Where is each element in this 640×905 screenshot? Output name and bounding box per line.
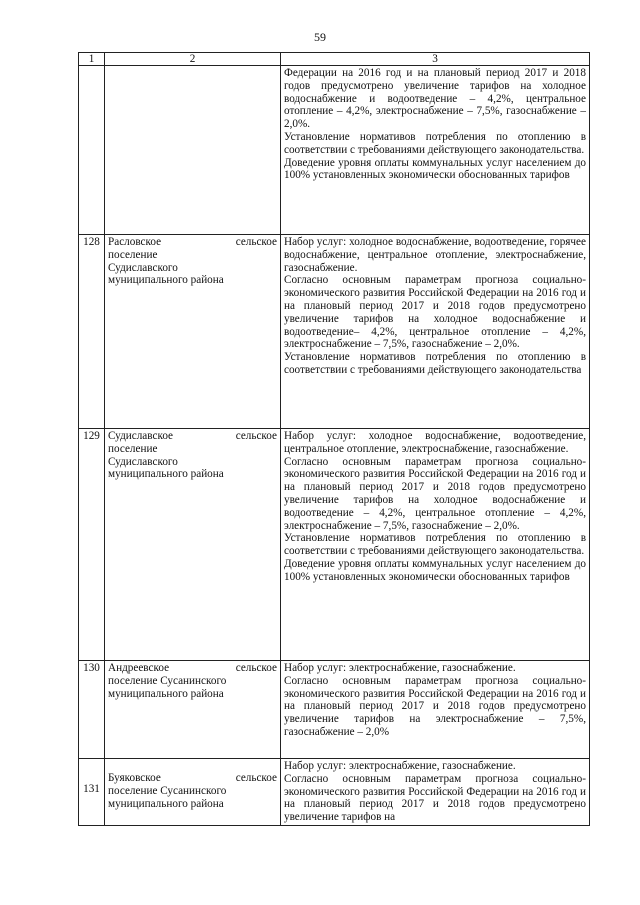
- row-number: [79, 66, 105, 235]
- description-paragraph: Согласно основным параметрам прогноза социально-экономического развития Российской Федерации на 2016 год и на плановый период 2017 и 2018 годов предусмотрено увеличение тарифов на холодное водоснабжение и водоотведение – 4,2%, центральное отопление – 4,2%, электроснабжение – 7,5%, газоснабжение – 2,0%.: [284, 455, 586, 532]
- header-col-1: 1: [79, 53, 105, 66]
- table-row: [79, 235, 590, 429]
- description-paragraph: Набор услуг: холодное водоснабжение, водоотведение, горячее водоснабжение, центральное отопление, электроснабжение, газоснабжение.: [284, 236, 586, 274]
- table-row: [79, 429, 590, 661]
- description-paragraph: Установление нормативов потребления по отоплению в соответствии с требованиями действующего законодательства: [284, 351, 586, 376]
- description-paragraph: Согласно основным параметрам прогноза социально-экономического развития Российской Федерации на 2016 год и на плановый период 2017 и 2018 годов предусмотрено увеличение тарифов на: [284, 772, 586, 824]
- services-description: [281, 661, 590, 759]
- description-paragraph: Установление нормативов потребления по отоплению в соответствии с требованиями действующего законодательства.: [284, 532, 586, 558]
- services-description: [281, 429, 590, 661]
- description-paragraph: Согласно основным параметрам прогноза социально-экономического развития Российской Федерации на 2016 год и на плановый период 2017 и 2018 годов предусмотрено увеличение тарифов на холодное водоснабжение и водоотведение– 4,2%, центральное отопление – 4,2%, электроснабжение – 7,5%, газоснабжение – 2,0%.: [284, 274, 586, 351]
- row-number: 130: [79, 661, 105, 759]
- description-paragraph: Установление нормативов потребления по отоплению в соответствии с требованиями действующего законодательства.: [284, 130, 586, 156]
- description-paragraph: Набор услуг: электроснабжение, газоснабжение.: [284, 760, 516, 772]
- header-col-3: 3: [281, 53, 590, 66]
- header-col-2: 2: [105, 53, 281, 66]
- description-paragraph: Доведение уровня оплаты коммунальных услуг населением до 100% установленных экономически обоснованных тарифов: [284, 156, 586, 182]
- table-row: [79, 66, 590, 235]
- settlement-name-line: муниципального района: [108, 687, 224, 700]
- services-description: [281, 759, 590, 826]
- settlement-name-line: поселение: [108, 442, 158, 455]
- settlement-name-line: Судиславского: [108, 455, 178, 468]
- settlement-name: [105, 759, 281, 826]
- settlement-name-line: Андреевское сельское: [108, 662, 277, 674]
- table-header-row: [79, 53, 590, 66]
- row-number: 128: [79, 235, 105, 429]
- settlement-name-line: поселение Сусанинского: [108, 784, 227, 797]
- settlement-name-line: Судиславское сельское: [108, 430, 277, 442]
- settlement-name-line: Буяковское сельское: [108, 772, 277, 784]
- settlement-name-line: Судиславского: [108, 261, 178, 274]
- services-table: [78, 52, 590, 826]
- settlement-name: [105, 429, 281, 661]
- table-row: [79, 661, 590, 759]
- services-description: [281, 235, 590, 429]
- table-row: [79, 759, 590, 826]
- settlement-name: [105, 235, 281, 429]
- description-paragraph: Набор услуг: холодное водоснабжение, водоотведение, центральное отопление, электроснабжение, газоснабжение.: [284, 430, 586, 455]
- page-number: 59: [314, 30, 326, 44]
- description-paragraph: Федерации на 2016 год и на плановый период 2017 и 2018 годов предусмотрено увеличение тарифов на холодное водоснабжение и водоотведение – 4,2%, центральное отопление – 4,2%, электроснабжение – 7,5%, газоснабжение – 2,0%.: [284, 67, 586, 131]
- row-number: 129: [79, 429, 105, 661]
- description-paragraph: Согласно основным параметрам прогноза социально-экономического развития Российской Федерации на 2016 год и на плановый период 2017 и 2018 годов предусмотрено увеличение тарифов на электроснабжение – 7,5%, газоснабжение – 2,0%: [284, 674, 586, 738]
- settlement-name: [105, 66, 281, 235]
- settlement-name-line: поселение Сусанинского: [108, 674, 227, 687]
- row-number: 131: [79, 759, 105, 826]
- description-paragraph: Набор услуг: электроснабжение, газоснабжение.: [284, 662, 516, 674]
- settlement-name-line: поселение: [108, 248, 158, 261]
- settlement-name: [105, 661, 281, 759]
- services-description: [281, 66, 590, 235]
- settlement-name-line: Расловское сельское: [108, 236, 277, 248]
- settlement-name-line: муниципального района: [108, 468, 224, 481]
- description-paragraph: Доведение уровня оплаты коммунальных услуг населением до 100% установленных экономически обоснованных тарифов: [284, 557, 586, 583]
- settlement-name-line: муниципального района: [108, 797, 224, 810]
- settlement-name-line: муниципального района: [108, 274, 224, 287]
